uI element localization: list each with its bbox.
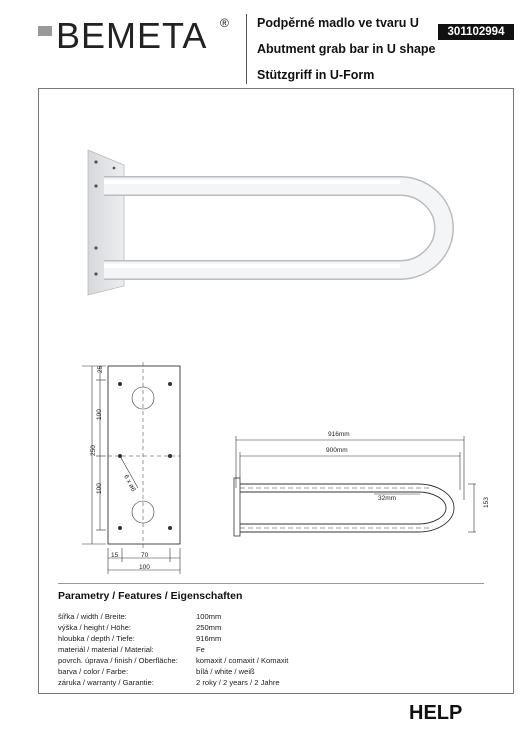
title-de: Stützgriff in U-Form: [257, 68, 375, 82]
screw-hole: [168, 526, 172, 530]
dim-25: 25: [97, 365, 104, 373]
params-heading: Parametry / Features / Eigenschaften: [58, 590, 243, 602]
title-cz: Podpěrné madlo ve tvaru U: [257, 16, 419, 30]
title-en: Abutment grab bar in U shape: [257, 42, 436, 56]
spec-label: záruka / warranty / Garantie:: [58, 678, 154, 687]
screw-hole: [118, 526, 122, 530]
spec-value: 2 roky / 2 years / 2 Jahre: [196, 678, 280, 687]
params-divider: [58, 583, 484, 584]
spec-value: komaxit / comaxit / Komaxit: [196, 656, 289, 665]
spec-value: Fe: [196, 645, 205, 654]
screw-hole: [168, 454, 172, 458]
spec-value: 916mm: [196, 634, 222, 643]
registered-mark: ®: [220, 16, 229, 30]
dim-100-width: 100: [139, 564, 150, 571]
brand-name: BEMETA: [56, 15, 208, 56]
bar-inner: [240, 492, 446, 524]
bar-outer: [240, 484, 454, 532]
screw-hole: [118, 382, 122, 386]
screw-hole: [168, 382, 172, 386]
side-plate: [234, 478, 240, 536]
dim-900: 900mm: [326, 447, 348, 454]
dim-70: 70: [141, 552, 149, 559]
screw-hole: [118, 454, 122, 458]
product-code-badge: 301102994: [438, 24, 514, 40]
dim-250: 250: [90, 445, 97, 456]
spec-label: výška / height / Höhe:: [58, 623, 132, 632]
dim-916: 916mm: [328, 431, 350, 438]
dim-32: 32mm: [378, 495, 397, 502]
spec-value: bílá / white / weiß: [196, 667, 255, 676]
spec-label: barva / color / Farbe:: [58, 667, 129, 676]
dim-15: 15: [111, 552, 119, 559]
spec-label: hloubka / depth / Tiefe:: [58, 634, 135, 643]
spec-value: 100mm: [196, 612, 222, 621]
series-name: HELP: [409, 702, 463, 724]
spec-label: povrch. úprava / finish / Oberfläche:: [58, 656, 178, 665]
dim-153: 153: [483, 497, 490, 508]
dim-100-top: 100: [96, 409, 103, 420]
spec-label: materiál / material / Material:: [58, 645, 154, 654]
spec-label: šířka / width / Breite:: [58, 612, 127, 621]
hole-spec: 6 x ø6: [122, 473, 137, 493]
spec-value: 250mm: [196, 623, 222, 632]
dim-100-bottom: 100: [96, 483, 103, 494]
